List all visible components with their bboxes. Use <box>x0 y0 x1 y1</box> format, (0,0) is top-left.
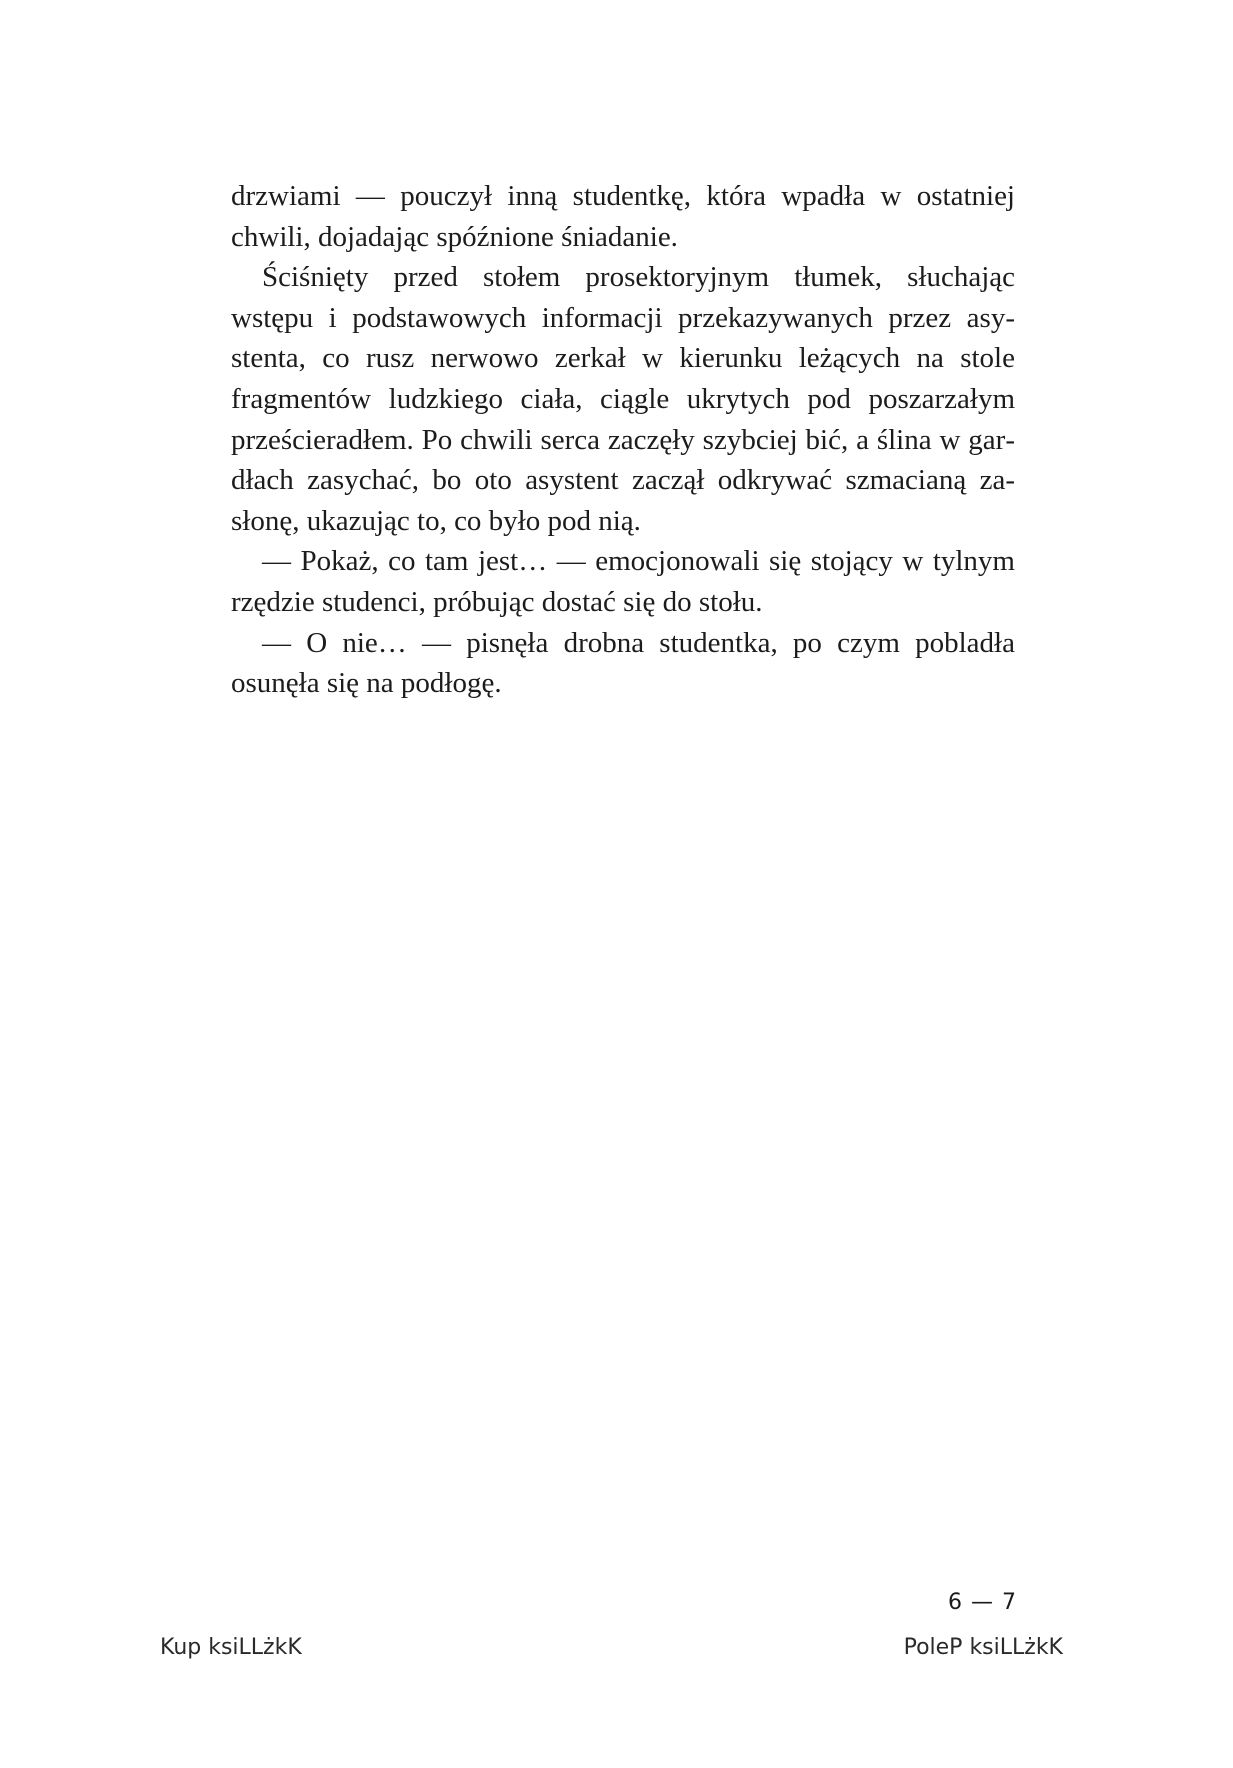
page-number: 6 — 7 <box>948 1590 1017 1615</box>
body-text <box>231 176 1015 704</box>
buy-book-link[interactable]: Kup ksiLLżkK <box>160 1635 302 1660</box>
recommend-book-link[interactable]: PoleP ksiLLżkK <box>903 1635 1063 1660</box>
paragraph-3: — Pokaż, co tam jest… — emocjonowali się stojący w tylnym rzędzie studenci, próbując dostać się do stołu. <box>231 545 1015 618</box>
paragraph-4: — O nie… — pisnęła drobna studentka, po czym pobladła osunęła się na podłogę. <box>231 626 1015 700</box>
paragraph-2: Ściśnięty przed stołem prosektoryjnym tłumek, słuchając wstępu i podstawowych informacji przekazywanych przez asystenta, co rusz nerwowo zerkał w kierunku leżących na stole fragmentów ludzkiego ciała, ciągle ukrytych pod poszarzałym prześcieradłem. Po chwili serca zaczęły szybciej bić, a ślina w gardłach zasychać, bo oto asystent zaczął odkrywać szmacianą zasłonę, ukazując to, co było pod nią. <box>231 261 1015 537</box>
paragraph-1: drzwiami — pouczył inną studentkę, która wpadła w ostatniej chwili, dojadając spóźnione śniadanie. <box>231 180 1015 253</box>
